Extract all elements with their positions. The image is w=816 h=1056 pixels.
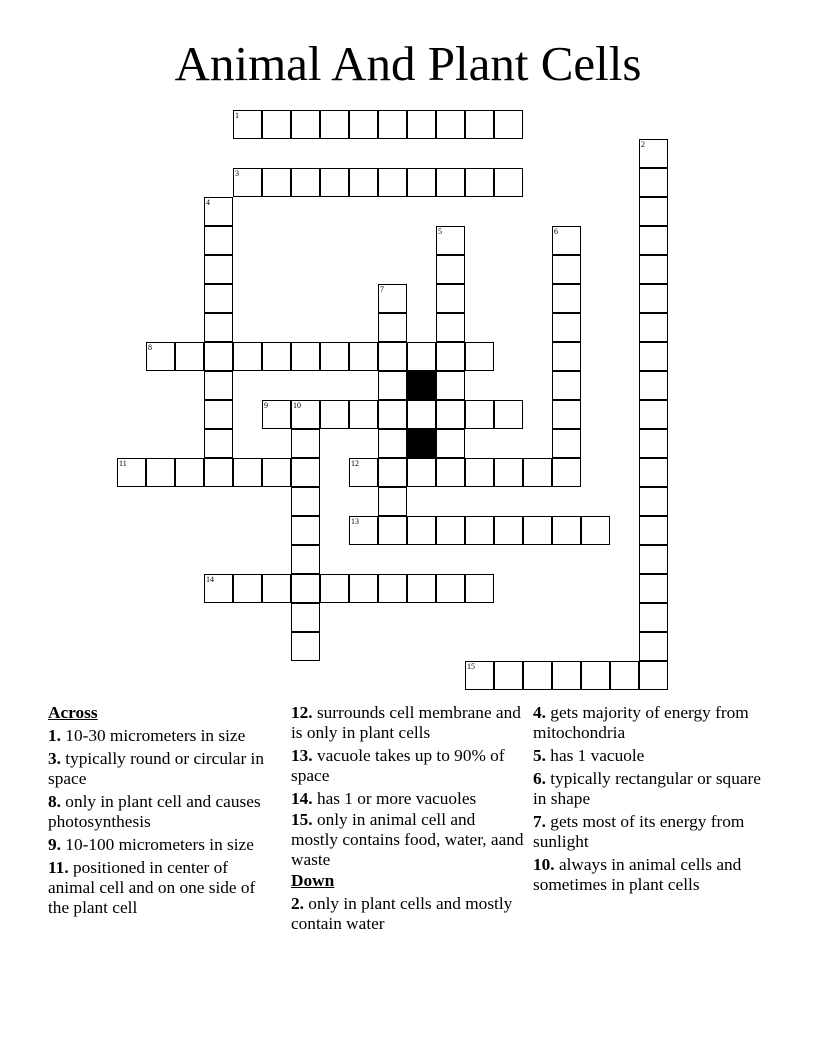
cell-number: 14 bbox=[206, 575, 214, 584]
grid-cell[interactable] bbox=[407, 168, 436, 197]
grid-cell[interactable] bbox=[320, 110, 349, 139]
grid-cell[interactable] bbox=[407, 400, 436, 429]
grid-cell[interactable] bbox=[204, 429, 233, 458]
grid-cell[interactable] bbox=[291, 574, 320, 603]
grid-cell[interactable] bbox=[204, 313, 233, 342]
grid-cell[interactable] bbox=[552, 284, 581, 313]
grid-cell[interactable] bbox=[204, 197, 233, 226]
clue-number: 7. bbox=[533, 812, 546, 831]
grid-cell[interactable] bbox=[407, 516, 436, 545]
grid-cell[interactable] bbox=[436, 110, 465, 139]
grid-cell[interactable] bbox=[378, 284, 407, 313]
grid-cell[interactable] bbox=[378, 342, 407, 371]
grid-cell[interactable] bbox=[291, 632, 320, 661]
grid-cell[interactable] bbox=[552, 342, 581, 371]
grid-cell[interactable] bbox=[639, 603, 668, 632]
grid-cell[interactable] bbox=[233, 458, 262, 487]
grid-cell[interactable] bbox=[436, 371, 465, 400]
clue-down-2 bbox=[291, 894, 526, 934]
grid-cell[interactable] bbox=[262, 342, 291, 371]
clues-column-3 bbox=[533, 703, 773, 898]
clue-number: 4. bbox=[533, 703, 546, 722]
grid-cell[interactable] bbox=[407, 342, 436, 371]
clue-across-14 bbox=[291, 789, 526, 809]
grid-cell[interactable] bbox=[494, 458, 523, 487]
page-title: Animal And Plant Cells bbox=[174, 36, 642, 91]
clue-number: 5. bbox=[533, 746, 546, 765]
clue-down-5 bbox=[533, 746, 773, 766]
clue-text: surrounds cell membrane and is only in plant cells bbox=[291, 703, 521, 742]
clues-column-2 bbox=[291, 703, 526, 937]
cell-number: 3 bbox=[235, 169, 239, 178]
grid-cell[interactable] bbox=[494, 400, 523, 429]
clue-text: has 1 vacuole bbox=[550, 746, 645, 765]
grid-cell[interactable] bbox=[262, 168, 291, 197]
cell-number: 4 bbox=[206, 198, 210, 207]
clue-text: has 1 or more vacuoles bbox=[316, 789, 477, 808]
grid-cell[interactable] bbox=[233, 574, 262, 603]
grid-cell[interactable] bbox=[320, 574, 349, 603]
grid-cell[interactable] bbox=[291, 400, 320, 429]
grid-cell[interactable] bbox=[204, 458, 233, 487]
grid-cell[interactable] bbox=[523, 516, 552, 545]
clue-across-3 bbox=[48, 749, 278, 789]
grid-cell[interactable] bbox=[552, 429, 581, 458]
grid-cell[interactable] bbox=[407, 110, 436, 139]
grid-cell[interactable] bbox=[378, 429, 407, 458]
grid-cell[interactable] bbox=[552, 371, 581, 400]
clue-text: only in plant cells and mostly contain water bbox=[291, 894, 513, 933]
grid-cell[interactable] bbox=[436, 168, 465, 197]
grid-cell[interactable] bbox=[465, 458, 494, 487]
clue-down-6 bbox=[533, 769, 773, 809]
grid-cell[interactable] bbox=[465, 342, 494, 371]
grid-cell[interactable] bbox=[349, 168, 378, 197]
grid-cell[interactable] bbox=[494, 168, 523, 197]
grid-cell[interactable] bbox=[552, 661, 581, 690]
grid-cell[interactable] bbox=[233, 168, 262, 197]
grid-cell[interactable] bbox=[639, 284, 668, 313]
clue-number: 9. bbox=[48, 835, 61, 854]
grid-cell[interactable] bbox=[204, 342, 233, 371]
clue-text: vacuole takes up to 90% of space bbox=[291, 746, 505, 785]
clue-text: only in plant cell and causes photosynthesis bbox=[48, 792, 261, 831]
grid-cell[interactable] bbox=[523, 661, 552, 690]
grid-cell[interactable] bbox=[552, 516, 581, 545]
grid-cell[interactable] bbox=[204, 371, 233, 400]
grid-cell[interactable] bbox=[320, 168, 349, 197]
clue-number: 13. bbox=[291, 746, 313, 765]
clue-text: typically round or circular in space bbox=[48, 749, 264, 788]
grid-cell[interactable] bbox=[378, 574, 407, 603]
grid-cell[interactable] bbox=[291, 458, 320, 487]
clue-number: 12. bbox=[291, 703, 313, 722]
grid-cell[interactable] bbox=[204, 400, 233, 429]
clue-number: 2. bbox=[291, 894, 304, 913]
grid-cell[interactable] bbox=[465, 168, 494, 197]
grid-cell[interactable] bbox=[378, 458, 407, 487]
grid-cell[interactable] bbox=[204, 255, 233, 284]
clue-down-7 bbox=[533, 812, 773, 852]
clue-text: positioned in center of animal cell and on one side of the plant cell bbox=[48, 858, 256, 917]
cell-number: 13 bbox=[351, 517, 359, 526]
clue-across-8 bbox=[48, 792, 278, 832]
grid-cell[interactable] bbox=[204, 574, 233, 603]
grid-cell-blocked bbox=[407, 371, 436, 400]
clues-column-1 bbox=[48, 703, 278, 921]
grid-cell[interactable] bbox=[639, 371, 668, 400]
grid-cell[interactable] bbox=[436, 342, 465, 371]
grid-cell[interactable] bbox=[291, 487, 320, 516]
cell-number: 9 bbox=[264, 401, 268, 410]
grid-cell[interactable] bbox=[349, 458, 378, 487]
clue-across-12 bbox=[291, 703, 526, 743]
grid-cell[interactable] bbox=[146, 458, 175, 487]
clue-text: 10-100 micrometers in size bbox=[65, 835, 254, 854]
grid-cell[interactable] bbox=[552, 226, 581, 255]
grid-cell[interactable] bbox=[465, 110, 494, 139]
grid-cell[interactable] bbox=[291, 516, 320, 545]
grid-cell[interactable] bbox=[436, 255, 465, 284]
grid-cell[interactable] bbox=[378, 168, 407, 197]
grid-cell[interactable] bbox=[262, 574, 291, 603]
clue-number: 14. bbox=[291, 789, 313, 808]
grid-cell[interactable] bbox=[552, 458, 581, 487]
grid-cell[interactable] bbox=[378, 516, 407, 545]
grid-cell[interactable] bbox=[523, 458, 552, 487]
grid-cell[interactable] bbox=[378, 400, 407, 429]
grid-cell[interactable] bbox=[349, 516, 378, 545]
grid-cell[interactable] bbox=[465, 516, 494, 545]
grid-cell[interactable] bbox=[349, 574, 378, 603]
grid-cell[interactable] bbox=[378, 487, 407, 516]
clue-text: always in animal cells and sometimes in plant cells bbox=[533, 855, 742, 894]
grid-cell[interactable] bbox=[639, 342, 668, 371]
grid-cell[interactable] bbox=[291, 545, 320, 574]
grid-cell[interactable] bbox=[291, 342, 320, 371]
grid-cell[interactable] bbox=[639, 255, 668, 284]
clue-across-9 bbox=[48, 835, 278, 855]
grid-cell[interactable] bbox=[233, 110, 262, 139]
grid-cell[interactable] bbox=[291, 429, 320, 458]
clue-number: 10. bbox=[533, 855, 555, 874]
cell-number: 11 bbox=[119, 459, 127, 468]
across-heading: Across bbox=[48, 703, 98, 722]
down-heading: Down bbox=[291, 871, 335, 890]
grid-cell[interactable] bbox=[378, 371, 407, 400]
grid-cell[interactable] bbox=[378, 313, 407, 342]
grid-cell[interactable] bbox=[639, 574, 668, 603]
grid-cell[interactable] bbox=[291, 168, 320, 197]
grid-cell[interactable] bbox=[436, 429, 465, 458]
grid-cell[interactable] bbox=[146, 342, 175, 371]
cell-number: 15 bbox=[467, 662, 475, 671]
grid-cell[interactable] bbox=[378, 110, 407, 139]
clue-across-1 bbox=[48, 726, 278, 746]
cell-number: 2 bbox=[641, 140, 645, 149]
clue-down-10 bbox=[533, 855, 773, 895]
clue-number: 8. bbox=[48, 792, 61, 811]
clue-down-4 bbox=[533, 703, 773, 743]
grid-cell[interactable] bbox=[639, 400, 668, 429]
grid-cell[interactable] bbox=[581, 661, 610, 690]
grid-cell[interactable] bbox=[436, 284, 465, 313]
grid-cell-blocked bbox=[407, 429, 436, 458]
grid-cell[interactable] bbox=[639, 313, 668, 342]
cell-number: 7 bbox=[380, 285, 384, 294]
grid-cell[interactable] bbox=[494, 110, 523, 139]
grid-cell[interactable] bbox=[465, 574, 494, 603]
grid-cell[interactable] bbox=[494, 516, 523, 545]
clue-across-13 bbox=[291, 746, 526, 786]
grid-cell[interactable] bbox=[204, 226, 233, 255]
grid-cell[interactable] bbox=[639, 487, 668, 516]
clue-text: typically rectangular or square in shape bbox=[533, 769, 761, 808]
grid-cell[interactable] bbox=[552, 255, 581, 284]
clue-number: 15. bbox=[291, 810, 313, 829]
grid-cell[interactable] bbox=[175, 342, 204, 371]
clue-text: gets most of its energy from sunlight bbox=[533, 812, 745, 851]
cell-number: 8 bbox=[148, 343, 152, 352]
grid-cell[interactable] bbox=[436, 313, 465, 342]
grid-cell[interactable] bbox=[465, 661, 494, 690]
grid-cell[interactable] bbox=[436, 574, 465, 603]
clue-number: 11. bbox=[48, 858, 69, 877]
grid-cell[interactable] bbox=[262, 458, 291, 487]
grid-cell[interactable] bbox=[639, 516, 668, 545]
clue-text: 10-30 micrometers in size bbox=[65, 726, 246, 745]
clue-number: 1. bbox=[48, 726, 61, 745]
grid-cell[interactable] bbox=[117, 458, 146, 487]
cell-number: 10 bbox=[293, 401, 301, 410]
grid-cell[interactable] bbox=[639, 429, 668, 458]
cell-number: 5 bbox=[438, 227, 442, 236]
cell-number: 1 bbox=[235, 111, 239, 120]
grid-cell[interactable] bbox=[610, 661, 639, 690]
clue-text: only in animal cell and mostly contains food, water, aand waste bbox=[291, 810, 524, 869]
cell-number: 6 bbox=[554, 227, 558, 236]
grid-cell[interactable] bbox=[639, 168, 668, 197]
grid-cell[interactable] bbox=[494, 661, 523, 690]
clue-number: 6. bbox=[533, 769, 546, 788]
grid-cell[interactable] bbox=[349, 110, 378, 139]
grid-cell[interactable] bbox=[465, 400, 494, 429]
grid-cell[interactable] bbox=[436, 516, 465, 545]
grid-cell[interactable] bbox=[349, 400, 378, 429]
grid-cell[interactable] bbox=[581, 516, 610, 545]
grid-cell[interactable] bbox=[262, 110, 291, 139]
grid-cell[interactable] bbox=[291, 603, 320, 632]
grid-cell[interactable] bbox=[639, 661, 668, 690]
grid-cell[interactable] bbox=[407, 574, 436, 603]
grid-cell[interactable] bbox=[320, 400, 349, 429]
grid-cell[interactable] bbox=[639, 632, 668, 661]
grid-cell[interactable] bbox=[639, 458, 668, 487]
grid-cell[interactable] bbox=[639, 139, 668, 168]
grid-cell[interactable] bbox=[204, 284, 233, 313]
grid-cell[interactable] bbox=[552, 400, 581, 429]
clue-text: gets majority of energy from mitochondria bbox=[533, 703, 749, 742]
grid-cell[interactable] bbox=[639, 226, 668, 255]
clue-across-15 bbox=[291, 810, 526, 870]
grid-cell[interactable] bbox=[407, 458, 436, 487]
clue-across-11 bbox=[48, 858, 278, 918]
grid-cell[interactable] bbox=[436, 226, 465, 255]
grid-cell[interactable] bbox=[233, 342, 262, 371]
grid-cell[interactable] bbox=[552, 313, 581, 342]
grid-cell[interactable] bbox=[262, 400, 291, 429]
grid-cell[interactable] bbox=[175, 458, 204, 487]
grid-cell[interactable] bbox=[320, 342, 349, 371]
cell-number: 12 bbox=[351, 459, 359, 468]
grid-cell[interactable] bbox=[436, 400, 465, 429]
grid-cell[interactable] bbox=[639, 197, 668, 226]
clue-number: 3. bbox=[48, 749, 61, 768]
grid-cell[interactable] bbox=[639, 545, 668, 574]
grid-cell[interactable] bbox=[291, 110, 320, 139]
grid-cell[interactable] bbox=[436, 458, 465, 487]
grid-cell[interactable] bbox=[349, 342, 378, 371]
